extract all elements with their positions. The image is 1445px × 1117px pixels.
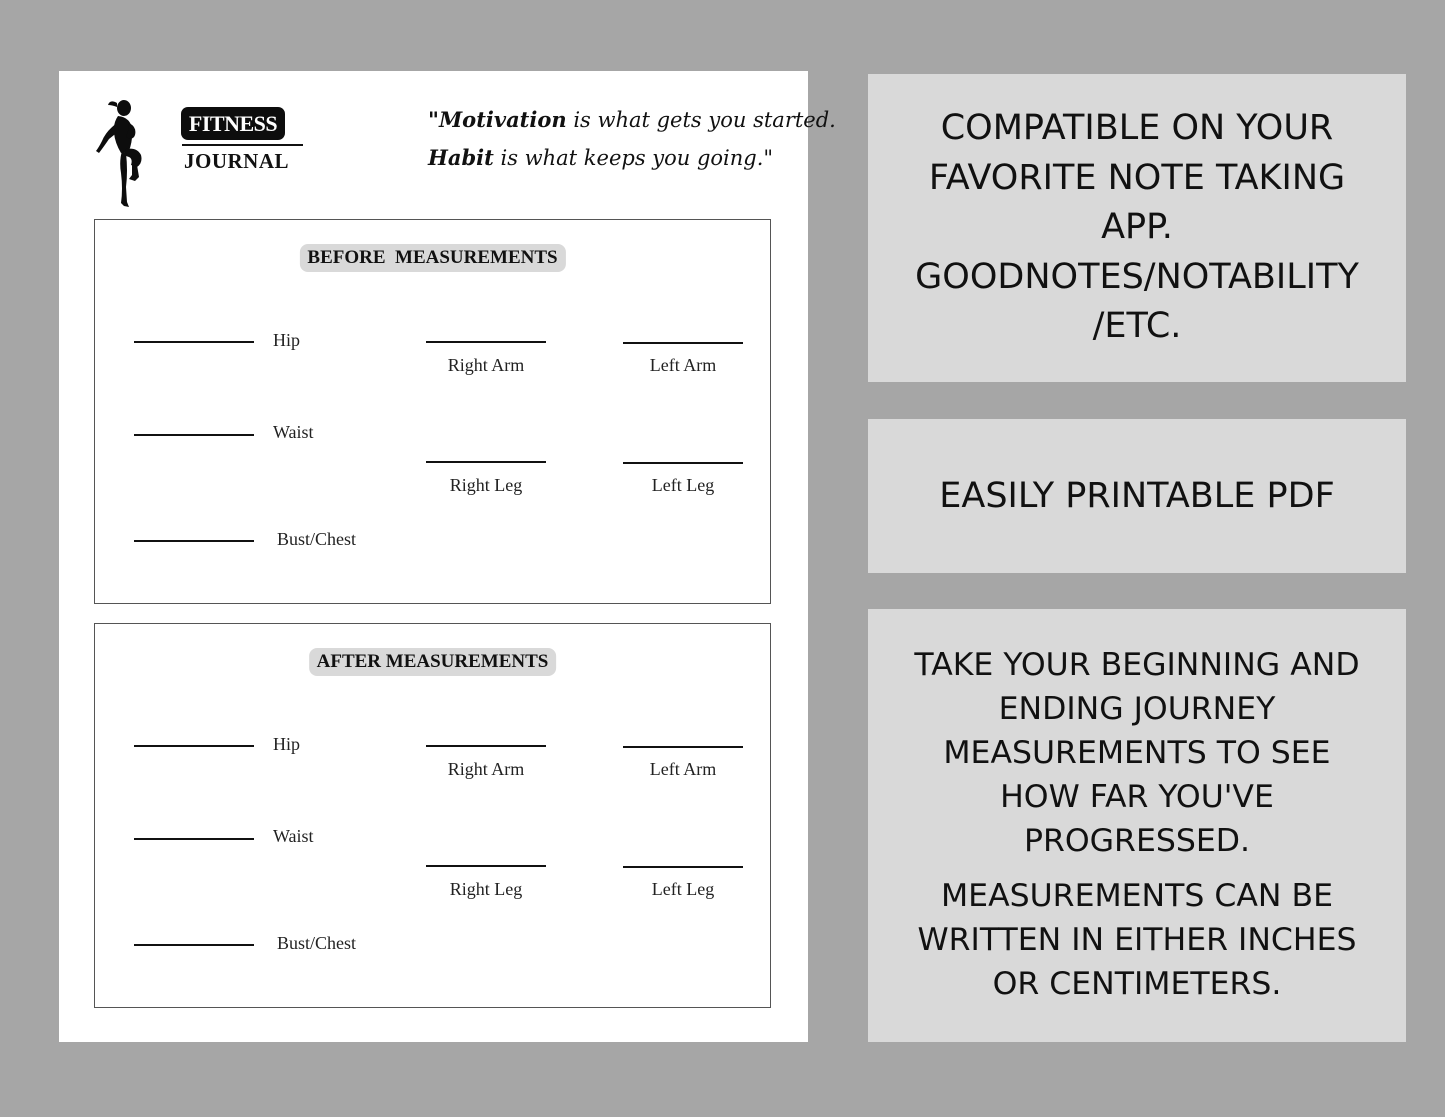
runner-icon: [93, 99, 153, 211]
logo-journal-word: JOURNAL: [184, 149, 290, 173]
right-arm-entry-line[interactable]: [426, 745, 546, 747]
hip-label: Hip: [273, 734, 300, 754]
left-arm-entry-line[interactable]: [623, 342, 743, 344]
left-arm-label: Left Arm: [649, 759, 717, 779]
compat-line: APP.: [1101, 207, 1173, 248]
journey-line: PROGRESSED.: [1023, 822, 1251, 859]
compat-line: /ETC.: [1092, 306, 1182, 347]
units-line: WRITTEN IN EITHER INCHES: [917, 922, 1357, 959]
bust-chest-entry-line[interactable]: [134, 540, 254, 542]
journey-line: TAKE YOUR BEGINNING AND: [914, 647, 1360, 684]
journey-line: ENDING JOURNEY: [998, 691, 1276, 728]
bust-chest-label: Bust/Chest: [277, 933, 357, 953]
right-leg-label: Right Leg: [449, 475, 523, 495]
units-line: OR CENTIMETERS.: [992, 965, 1282, 1002]
hip-entry-line[interactable]: [134, 341, 254, 343]
left-leg-entry-line[interactable]: [623, 462, 743, 464]
quote-line-1-text: is what gets you started.: [566, 108, 836, 132]
compatibility-card: [868, 74, 1406, 382]
after-measurements-title: AFTER MEASUREMENTS: [309, 648, 557, 676]
motivation-quote: [428, 101, 836, 177]
left-leg-entry-line[interactable]: [623, 866, 743, 868]
printable-text: EASILY PRINTABLE PDF: [939, 476, 1335, 516]
quote-line-1: [428, 101, 836, 139]
journey-paragraph: [914, 644, 1359, 863]
journal-page: [59, 71, 836, 1042]
right-leg-entry-line[interactable]: [426, 461, 546, 463]
left-arm-label: Left Arm: [649, 355, 717, 375]
journey-line: HOW FAR YOU'VE: [1000, 778, 1274, 815]
bust-chest-entry-line[interactable]: [134, 944, 254, 946]
compat-line: GOODNOTES/NOTABILITY: [915, 256, 1359, 297]
logo-fitness-word: FITNESS: [181, 107, 285, 140]
before-measurements-section: [94, 219, 771, 604]
waist-label: Waist: [273, 422, 314, 442]
after-measurements-section: [94, 623, 771, 1008]
hip-label: Hip: [273, 330, 300, 350]
bust-chest-label: Bust/Chest: [277, 529, 357, 549]
left-leg-label: Left Leg: [651, 879, 715, 899]
quote-line-2: [428, 139, 774, 177]
right-arm-entry-line[interactable]: [426, 341, 546, 343]
units-paragraph: [918, 875, 1357, 1006]
fitness-journal-logo: [93, 99, 290, 211]
units-line: MEASUREMENTS CAN BE: [941, 878, 1333, 915]
before-measurements-title: BEFORE MEASUREMENTS: [299, 244, 565, 272]
left-arm-entry-line[interactable]: [623, 746, 743, 748]
waist-entry-line[interactable]: [134, 434, 254, 436]
quote-line-2-text: is what keeps you going.": [493, 146, 774, 170]
right-leg-entry-line[interactable]: [426, 865, 546, 867]
right-arm-label: Right Arm: [447, 759, 525, 779]
compat-line: FAVORITE NOTE TAKING: [928, 157, 1346, 198]
quote-emphasis-habit: Habit: [428, 145, 494, 170]
quote-emphasis-motivation: "Motivation: [428, 107, 567, 132]
logo-divider: [182, 144, 303, 146]
compat-line: COMPATIBLE ON YOUR: [940, 108, 1334, 149]
journey-card: [868, 609, 1406, 1042]
right-leg-label: Right Leg: [449, 879, 523, 899]
left-leg-label: Left Leg: [651, 475, 715, 495]
journey-line: MEASUREMENTS TO SEE: [943, 734, 1331, 771]
hip-entry-line[interactable]: [134, 745, 254, 747]
right-arm-label: Right Arm: [447, 355, 525, 375]
waist-label: Waist: [273, 826, 314, 846]
waist-entry-line[interactable]: [134, 838, 254, 840]
printable-card: [868, 419, 1406, 573]
